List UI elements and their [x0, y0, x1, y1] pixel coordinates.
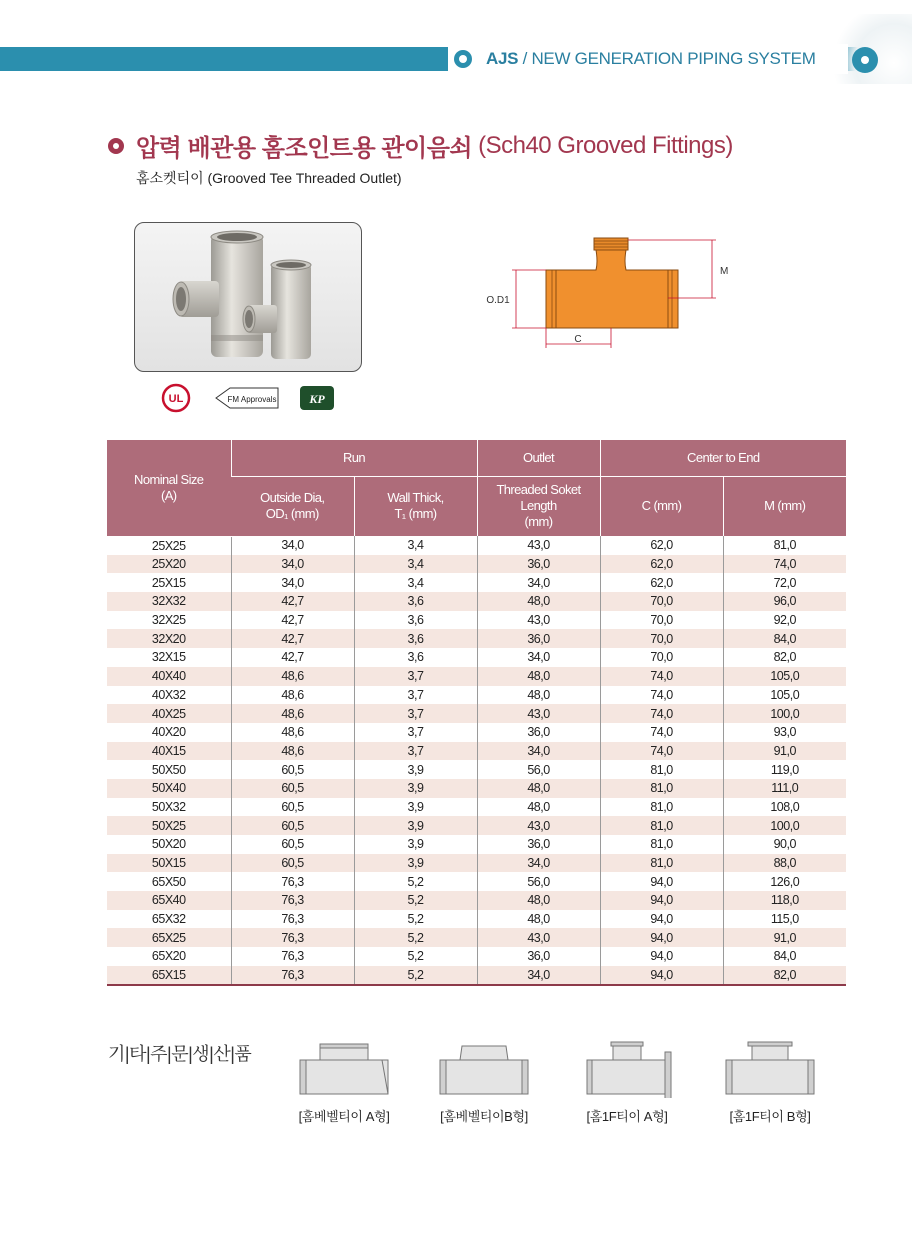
- cell-threaded-length: 48,0: [477, 686, 600, 705]
- cell-m-mm: 100,0: [723, 816, 846, 835]
- cell-wall-thick: 3,9: [354, 854, 477, 873]
- dimension-diagram: [480, 232, 740, 352]
- cell-outside-dia: 60,5: [231, 760, 354, 779]
- cell-nominal-size: 65X20: [151, 949, 186, 964]
- cell-c-mm: 94,0: [600, 872, 723, 891]
- cell-outside-dia: 60,5: [231, 779, 354, 798]
- cell-m-mm: 90,0: [723, 835, 846, 854]
- cell-outside-dia: 76,3: [231, 872, 354, 891]
- header-nominal-size: Nominal Size (A): [107, 440, 231, 536]
- cell-wall-thick: 3,4: [354, 555, 477, 574]
- cell-nominal-size: 65X15: [107, 966, 231, 985]
- cell-wall-thick: 3,9: [354, 816, 477, 835]
- ul-logo-icon: [163, 385, 189, 411]
- fm-logo-text: FM Approvals: [227, 395, 277, 404]
- cell-m-mm: 105,0: [723, 686, 846, 705]
- cell-c-mm: 81,0: [600, 760, 723, 779]
- table-row: [107, 648, 846, 667]
- table-row: [107, 723, 846, 742]
- cell-outside-dia: 48,6: [231, 742, 354, 761]
- cell-wall-thick: 5,2: [354, 872, 477, 891]
- table-row: [107, 798, 846, 817]
- cell-outside-dia: 48,6: [231, 686, 354, 705]
- cell-nominal-size: 32X32: [107, 592, 231, 611]
- cell-threaded-length: 34,0: [477, 742, 600, 761]
- product-subtitle: 홈소켓티이 (Grooved Tee Threaded Outlet): [136, 170, 402, 186]
- cell-nominal-size: 50X15: [107, 854, 231, 873]
- cell-m-mm: 93,0: [723, 723, 846, 742]
- cell-m-mm: 74,0: [723, 555, 846, 574]
- cell-wall-thick: 3,7: [354, 686, 477, 705]
- cell-wall-thick: 3,7: [354, 723, 477, 742]
- cell-wall-thick: 3,6: [354, 592, 477, 611]
- spec-table: [107, 440, 846, 986]
- cell-outside-dia: 42,7: [231, 611, 354, 630]
- brand-text: [486, 49, 816, 69]
- cell-nominal-size: 65X50: [151, 874, 186, 889]
- product-grooved-flange-tee-a: [562, 1040, 692, 1130]
- cell-m-mm: 84,0: [723, 629, 846, 648]
- cell-wall-thick: 3,9: [354, 760, 477, 779]
- grooved-bevel-tee-b-icon: [434, 1040, 534, 1098]
- cell-outside-dia: 48,6: [231, 723, 354, 742]
- cell-nominal-size: 32X20: [107, 629, 231, 648]
- od-dimension-label: O.D1: [486, 295, 510, 306]
- header-m-mm: M (mm): [723, 476, 846, 536]
- title-bullet-icon: [108, 138, 124, 154]
- cell-c-mm: 94,0: [600, 910, 723, 929]
- cell-c-mm: 74,0: [600, 742, 723, 761]
- fm-approvals-logo-icon: [216, 388, 278, 408]
- header-wall-thick: Wall Thick, T₁ (mm): [354, 476, 477, 536]
- cell-threaded-length: 36,0: [477, 723, 600, 742]
- brand-tagline: / NEW GENERATION PIPING SYSTEM: [522, 49, 816, 68]
- table-row: [107, 555, 846, 574]
- cell-c-mm: 74,0: [600, 723, 723, 742]
- grooved-flange-tee-a-icon: [577, 1040, 677, 1098]
- table-row: [107, 910, 846, 929]
- cell-nominal-size: 25X20: [107, 555, 231, 574]
- c-dimension-label: C: [574, 334, 582, 345]
- table-row: [107, 536, 846, 555]
- product-label: [홈베벨티이 A형]: [298, 1109, 390, 1124]
- table-row: [107, 891, 846, 910]
- cell-threaded-length: 36,0: [477, 629, 600, 648]
- cell-nominal-size: 50X25: [107, 816, 231, 835]
- header-outlet: Outlet: [477, 440, 600, 476]
- cell-outside-dia: 42,7: [231, 592, 354, 611]
- header-outside-dia: Outside Dia, OD₁ (mm): [231, 476, 354, 536]
- cell-outside-dia: 76,3: [231, 891, 354, 910]
- cell-m-mm: 108,0: [723, 798, 846, 817]
- cell-m-mm: 91,0: [723, 928, 846, 947]
- cell-threaded-length: 43,0: [477, 816, 600, 835]
- title-english: (Sch40 Grooved Fittings): [478, 131, 733, 159]
- cell-wall-thick: 5,2: [354, 928, 477, 947]
- cell-threaded-length: 34,0: [477, 854, 600, 873]
- cell-m-mm: 82,0: [723, 966, 846, 985]
- cell-c-mm: 81,0: [600, 779, 723, 798]
- cell-threaded-length: 48,0: [477, 798, 600, 817]
- cell-wall-thick: 5,2: [354, 891, 477, 910]
- table-row: [107, 816, 846, 835]
- cell-threaded-length: 48,0: [477, 910, 600, 929]
- product-grooved-bevel-tee-b: [419, 1040, 549, 1130]
- cell-nominal-size: 32X15: [151, 650, 186, 665]
- cell-c-mm: 81,0: [600, 854, 723, 873]
- cell-c-mm: 74,0: [600, 686, 723, 705]
- cell-wall-thick: 3,9: [354, 779, 477, 798]
- cell-m-mm: 100,0: [723, 704, 846, 723]
- cell-threaded-length: 36,0: [477, 835, 600, 854]
- cell-m-mm: 96,0: [723, 592, 846, 611]
- cell-wall-thick: 3,7: [354, 742, 477, 761]
- table-row: [107, 611, 846, 630]
- cell-outside-dia: 34,0: [231, 555, 354, 574]
- cell-threaded-length: 34,0: [477, 573, 600, 592]
- cell-threaded-length: 56,0: [477, 760, 600, 779]
- cell-nominal-size: 65X25: [107, 928, 231, 947]
- cell-outside-dia: 76,3: [231, 966, 354, 985]
- cell-threaded-length: 56,0: [477, 872, 600, 891]
- header-threaded-socket-length: Threaded Soket Length (mm): [477, 476, 600, 536]
- cell-threaded-length: 43,0: [477, 928, 600, 947]
- cell-nominal-size: 40X32: [151, 687, 186, 702]
- cell-nominal-size: 50X32: [151, 799, 186, 814]
- cell-wall-thick: 5,2: [354, 966, 477, 985]
- cell-nominal-size: 25X25: [151, 538, 186, 553]
- table-row: [107, 760, 846, 779]
- cell-c-mm: 81,0: [600, 798, 723, 817]
- header-run: Run: [231, 440, 477, 476]
- cell-c-mm: 70,0: [600, 611, 723, 630]
- cell-c-mm: 62,0: [600, 536, 723, 555]
- cell-threaded-length: 43,0: [477, 611, 600, 630]
- cell-nominal-size: 40X25: [107, 704, 231, 723]
- cell-wall-thick: 3,7: [354, 704, 477, 723]
- cell-outside-dia: 48,6: [231, 704, 354, 723]
- cell-m-mm: 119,0: [723, 760, 846, 779]
- cell-outside-dia: 60,5: [231, 854, 354, 873]
- m-dimension-label: M: [720, 266, 729, 277]
- table-row: [107, 947, 846, 966]
- cell-outside-dia: 42,7: [231, 648, 354, 667]
- cell-nominal-size: 50X20: [151, 837, 186, 852]
- product-label: [홈1F티이 B형]: [729, 1109, 811, 1124]
- table-row: [107, 872, 846, 891]
- cell-wall-thick: 3,6: [354, 629, 477, 648]
- cell-nominal-size: 65X32: [151, 912, 186, 927]
- table-row: [107, 835, 846, 854]
- grooved-bevel-tee-a-icon: [294, 1040, 394, 1098]
- cell-c-mm: 94,0: [600, 966, 723, 985]
- cell-m-mm: 126,0: [723, 872, 846, 891]
- cell-m-mm: 81,0: [723, 536, 846, 555]
- spec-table-body: [107, 536, 846, 985]
- cell-threaded-length: 34,0: [477, 648, 600, 667]
- cell-threaded-length: 34,0: [477, 966, 600, 985]
- table-row: [107, 592, 846, 611]
- ul-logo-text: UL: [168, 393, 184, 405]
- cell-outside-dia: 34,0: [231, 573, 354, 592]
- cell-wall-thick: 3,7: [354, 667, 477, 686]
- cell-c-mm: 70,0: [600, 592, 723, 611]
- cell-m-mm: 84,0: [723, 947, 846, 966]
- other-products-title: 기|타|주|문|생|산|품: [108, 1044, 252, 1064]
- cell-nominal-size: 25X15: [151, 575, 186, 590]
- title-korean: 압력 배관용 홈조인트용 관이음쇠: [136, 135, 473, 162]
- table-row: [107, 742, 846, 761]
- cell-nominal-size: 65X40: [107, 891, 231, 910]
- cell-nominal-size: 40X20: [151, 725, 186, 740]
- cell-m-mm: 82,0: [723, 648, 846, 667]
- header-center-to-end: Center to End: [600, 440, 846, 476]
- cell-c-mm: 94,0: [600, 928, 723, 947]
- kp-logo-text: KP: [309, 392, 325, 406]
- cell-nominal-size: 40X15: [107, 742, 231, 761]
- cell-threaded-length: 48,0: [477, 592, 600, 611]
- cell-m-mm: 72,0: [723, 573, 846, 592]
- cell-wall-thick: 5,2: [354, 910, 477, 929]
- grooved-flange-tee-b-icon: [720, 1040, 820, 1098]
- cell-c-mm: 70,0: [600, 648, 723, 667]
- cell-c-mm: 74,0: [600, 667, 723, 686]
- cell-wall-thick: 3,4: [354, 536, 477, 555]
- cell-c-mm: 70,0: [600, 629, 723, 648]
- table-row: [107, 667, 846, 686]
- product-photo: [134, 222, 362, 372]
- cell-outside-dia: 42,7: [231, 629, 354, 648]
- cell-threaded-length: 36,0: [477, 947, 600, 966]
- brand-banner: [448, 44, 848, 74]
- cell-outside-dia: 60,5: [231, 835, 354, 854]
- cell-c-mm: 81,0: [600, 816, 723, 835]
- header-c-mm: C (mm): [600, 476, 723, 536]
- table-row: [107, 686, 846, 705]
- cell-outside-dia: 60,5: [231, 798, 354, 817]
- cell-outside-dia: 76,3: [231, 947, 354, 966]
- page-title: [108, 128, 733, 163]
- table-row: [107, 854, 846, 873]
- cell-outside-dia: 60,5: [231, 816, 354, 835]
- cell-c-mm: 62,0: [600, 555, 723, 574]
- table-row: [107, 928, 846, 947]
- cell-c-mm: 62,0: [600, 573, 723, 592]
- cell-threaded-length: 48,0: [477, 891, 600, 910]
- cell-m-mm: 111,0: [723, 779, 846, 798]
- cell-m-mm: 105,0: [723, 667, 846, 686]
- table-row: [107, 629, 846, 648]
- product-label: [홈베벨티이B형]: [440, 1109, 528, 1124]
- cell-wall-thick: 3,9: [354, 798, 477, 817]
- cell-outside-dia: 76,3: [231, 928, 354, 947]
- certification-logos: [160, 382, 360, 414]
- product-grooved-bevel-tee-a: [279, 1040, 409, 1130]
- cell-outside-dia: 76,3: [231, 910, 354, 929]
- cell-wall-thick: 3,4: [354, 573, 477, 592]
- cell-c-mm: 74,0: [600, 704, 723, 723]
- table-row: [107, 966, 846, 985]
- cell-threaded-length: 48,0: [477, 667, 600, 686]
- cell-m-mm: 88,0: [723, 854, 846, 873]
- cell-outside-dia: 48,6: [231, 667, 354, 686]
- product-grooved-flange-tee-b: [705, 1040, 835, 1130]
- cell-wall-thick: 3,6: [354, 648, 477, 667]
- cell-threaded-length: 36,0: [477, 555, 600, 574]
- product-label: [홈1F티이 A형]: [586, 1109, 668, 1124]
- brand-name: AJS: [486, 49, 519, 68]
- cell-m-mm: 92,0: [723, 611, 846, 630]
- cell-wall-thick: 3,9: [354, 835, 477, 854]
- cell-m-mm: 91,0: [723, 742, 846, 761]
- table-row: [107, 573, 846, 592]
- cell-c-mm: 81,0: [600, 835, 723, 854]
- cell-threaded-length: 43,0: [477, 536, 600, 555]
- cell-nominal-size: 50X40: [107, 779, 231, 798]
- cell-outside-dia: 34,0: [231, 536, 354, 555]
- cell-nominal-size: 32X25: [151, 613, 186, 628]
- cell-nominal-size: 50X50: [151, 762, 186, 777]
- grooved-tee-photo-icon: [135, 223, 362, 372]
- cell-wall-thick: 5,2: [354, 947, 477, 966]
- kp-logo-icon: [300, 386, 334, 410]
- cell-c-mm: 94,0: [600, 947, 723, 966]
- table-row: [107, 779, 846, 798]
- table-row: [107, 704, 846, 723]
- cell-wall-thick: 3,6: [354, 611, 477, 630]
- cell-m-mm: 118,0: [723, 891, 846, 910]
- cell-c-mm: 94,0: [600, 891, 723, 910]
- cell-threaded-length: 43,0: [477, 704, 600, 723]
- cell-m-mm: 115,0: [723, 910, 846, 929]
- header-end-dot-icon: [852, 47, 878, 73]
- brand-bullet-icon: [454, 50, 472, 68]
- cell-nominal-size: 40X40: [107, 667, 231, 686]
- cell-threaded-length: 48,0: [477, 779, 600, 798]
